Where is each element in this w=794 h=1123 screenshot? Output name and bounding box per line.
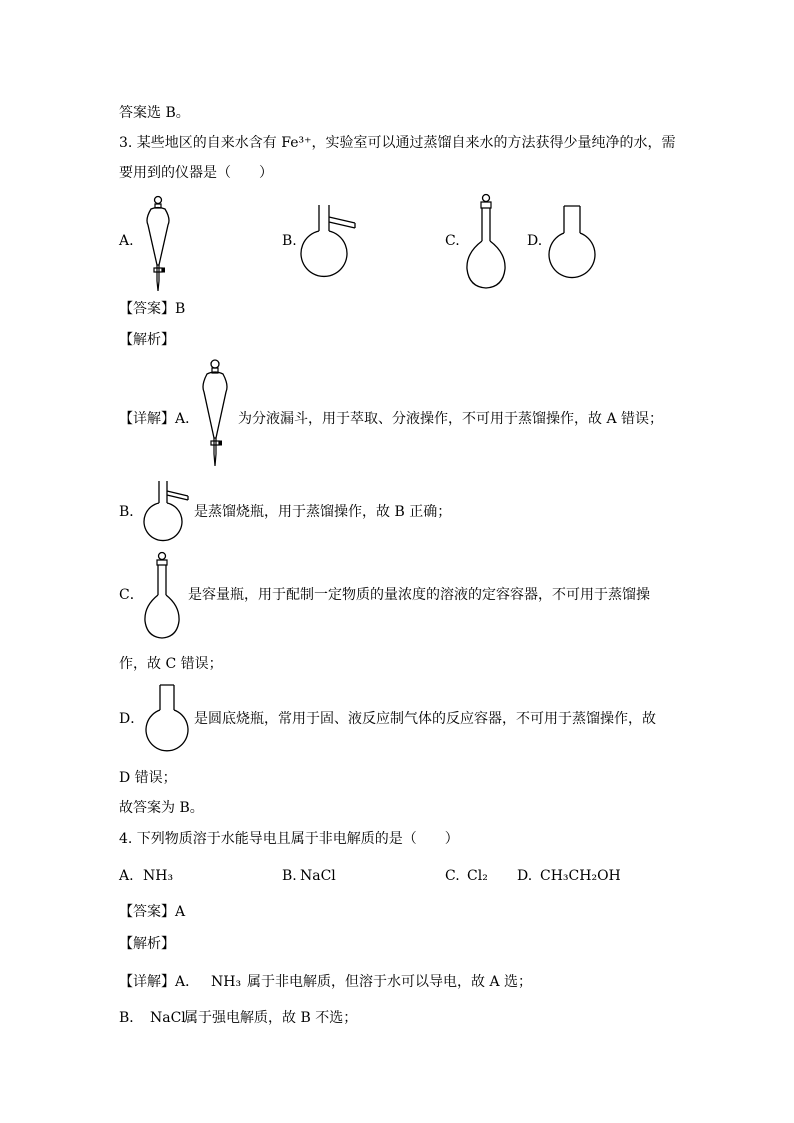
q3-detail-b: 是蒸馏烧瓶，用于蒸馏操作，故 B 正确； (194, 504, 452, 520)
q3-option-b-label: B. (282, 233, 297, 249)
q4-detail-a-prefix: 【详解】A． (119, 974, 200, 990)
volumetric-flask-icon (142, 551, 184, 641)
volumetric-flask-icon (463, 193, 509, 291)
q4-detail-a-formula: NH₃ (211, 974, 242, 990)
q3-analysis-heading: 【解析】 (119, 332, 175, 348)
q4-option-d-label: D. (517, 868, 533, 884)
q3-detail-d-continued: D 错误； (119, 770, 177, 786)
q4-option-a-label: A. (119, 868, 134, 884)
separatory-funnel-icon (197, 358, 237, 468)
q3-detail-a-prefix: 【详解】A． (119, 411, 200, 427)
q4-answer: 【答案】A (119, 904, 186, 920)
q3-detail-a: 为分液漏斗，用于萃取、分液操作，不可用于蒸馏操作，故 A 错误； (238, 411, 664, 427)
q4-option-b-label: B. (282, 868, 297, 884)
q4-option-c-formula: Cl₂ (467, 868, 488, 884)
q4-analysis-heading: 【解析】 (119, 936, 175, 952)
q3-option-c-label: C. (445, 233, 460, 249)
q4-stem: 4. 下列物质溶于水能导电且属于非电解质的是（ ） (119, 831, 459, 847)
q4-option-d-formula: CH₃CH₂OH (540, 868, 621, 884)
separatory-funnel-icon (138, 195, 178, 293)
q4-detail-a: 属于非电解质，但溶于水可以导电，故 A 选； (247, 974, 533, 990)
q3-stem-line2: 要用到的仪器是（ ） (119, 165, 273, 181)
q4-detail-b-prefix: B． (119, 1010, 144, 1026)
q3-detail-d-prefix: D． (119, 711, 145, 727)
q3-option-a-label: A. (119, 233, 134, 249)
round-bottom-flask-icon (546, 204, 598, 280)
distillation-flask-icon (143, 479, 191, 543)
q3-detail-d: 是圆底烧瓶，常用于固、液反应制气体的反应容器，不可用于蒸馏操作，故 (194, 711, 656, 727)
q3-detail-c-prefix: C． (119, 587, 144, 603)
q3-detail-c: 是容量瓶，用于配制一定物质的量浓度的溶液的定容容器，不可用于蒸馏操 (188, 587, 650, 603)
q3-answer: 【答案】B (119, 301, 186, 317)
q3-option-d-label: D. (527, 233, 543, 249)
q4-option-b-formula: NaCl (300, 868, 336, 884)
round-bottom-flask-icon (144, 683, 190, 753)
previous-answer: 答案选 B。 (119, 105, 190, 121)
q3-detail-b-prefix: B． (119, 504, 144, 520)
q4-option-a-formula: NH₃ (143, 868, 174, 884)
q3-conclusion: 故答案为 B。 (119, 800, 204, 816)
q3-detail-c-continued: 作，故 C 错误； (119, 656, 223, 672)
q4-option-c-label: C. (445, 868, 460, 884)
distillation-flask-icon (300, 203, 360, 279)
q4-detail-b-formula: NaCl (150, 1010, 186, 1026)
q3-stem-line1: 3. 某些地区的自来水含有 Fe³⁺，实验室可以通过蒸馏自来水的方法获得少量纯净的水，需 (119, 135, 676, 151)
q4-detail-b: 属于强电解质，故 B 不选； (184, 1010, 358, 1026)
